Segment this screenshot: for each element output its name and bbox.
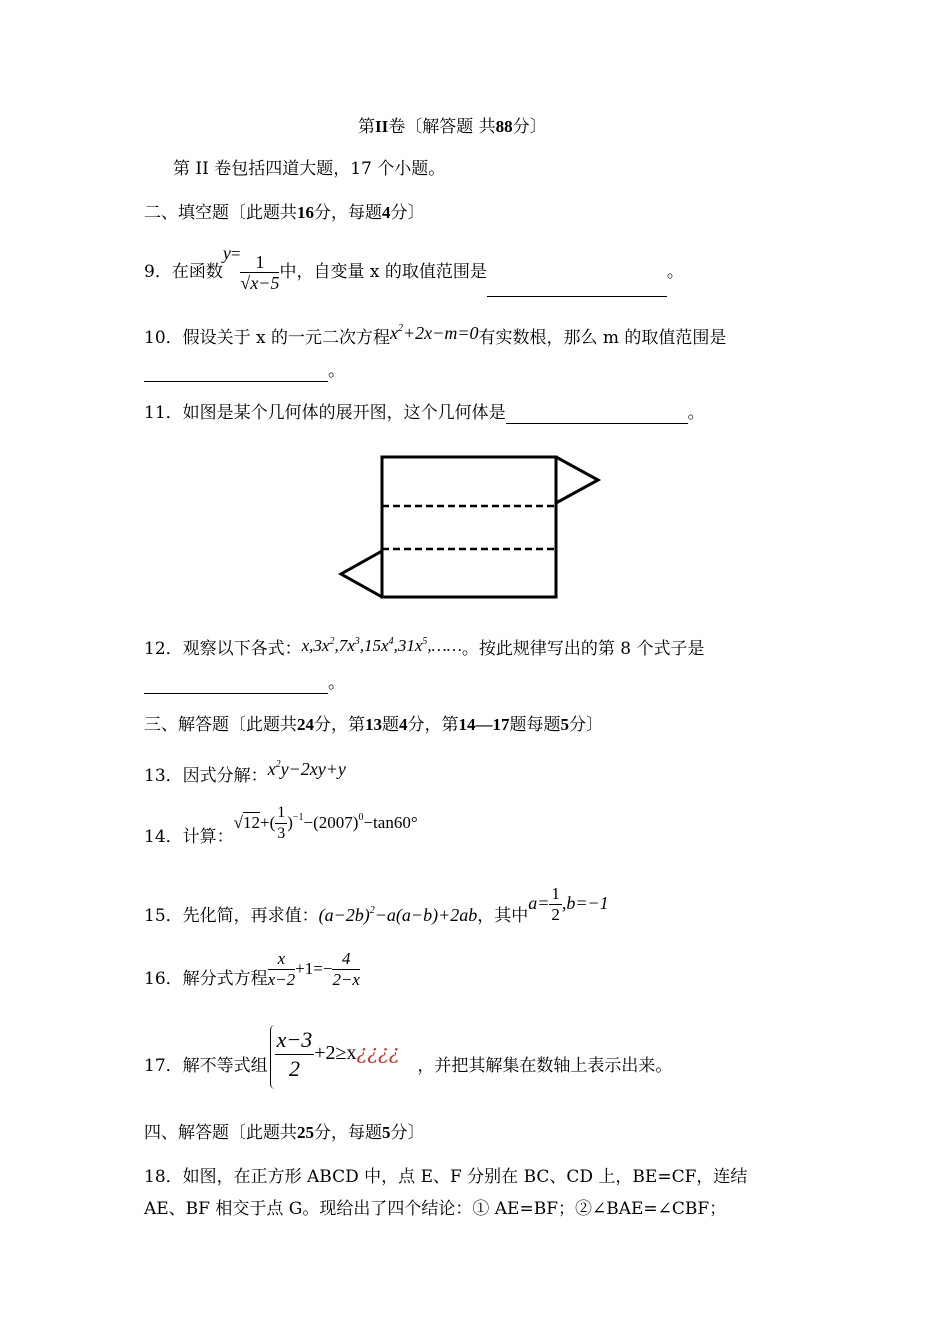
- prism-net-figure: [335, 450, 610, 605]
- question-18-line-2: AE、BF 相交于点 G。现给出了四个结论：① AE=BF；②∠BAE=∠CBF；: [144, 1199, 727, 1219]
- question-10: 10．假设关于 x 的一元二次方程$x^2+2x-m=0$有实数根，那么 m 的取值范围是: [144, 323, 727, 348]
- question-18-line-1: 18．如图，在正方形 ABCD 中，点 E、F 分别在 BC、CD 上，BE=CF，连结: [144, 1167, 748, 1187]
- question-16: 16．解分式方程 $\frac{x}{x-2}$ +1=− $\frac{4}{2-x}$: [144, 949, 360, 989]
- question-12: 12．观察以下各式：$x,3x^2,7x^3,15x^4,31x^5,\dots\dots$。按此规律写出的第 8 个式子是: [144, 636, 705, 659]
- question-10-answer: 。: [144, 360, 345, 382]
- q9-answer-blank[interactable]: [487, 278, 667, 297]
- part-intro: 第 II 卷包括四道大题，17 个小题。: [173, 159, 446, 179]
- section-2-heading: 二、填空题〔此题共16分，每题4分〕: [144, 203, 425, 223]
- question-11: 11．如图是某个几何体的展开图，这个几何体是 。: [144, 403, 705, 423]
- q12-answer-blank[interactable]: [144, 675, 328, 694]
- question-13: 13．因式分解：$x^2y-2xy+y$: [144, 759, 346, 786]
- q11-answer-blank[interactable]: [506, 405, 688, 424]
- question-17: 17．解不等式组 $\frac{x-3}{2}$ +2≥x¿¿¿¿，并把其解集在数轴上表示出来。: [144, 1028, 672, 1102]
- question-12-answer: 。: [144, 672, 345, 694]
- question-15: 15．先化简，再求值：$(a-2b)^2-a(a-b)+2ab$，其中a= $\frac{1}{2}$ ,b=−1: [144, 884, 609, 926]
- part-title: 第II卷〔解答题 共88分〕: [358, 117, 547, 137]
- section-4-heading: 四、解答题〔此题共25分，每题5分〕: [144, 1123, 425, 1143]
- q10-answer-blank[interactable]: [144, 363, 328, 382]
- question-9: 9．在函数y= $\frac{1}{√x-5}$ 中，自变量 x 的取值范围是 。: [144, 246, 684, 297]
- net-right-triangle: [556, 457, 598, 503]
- section-3-heading: 三、解答题〔此题共24分，第13题4分，第14—17题每题5分〕: [144, 715, 603, 735]
- net-left-triangle: [341, 551, 382, 597]
- net-outer-rectangle: [382, 457, 556, 597]
- question-14: 14．计算：√12+( $\frac{1}{3}$ )$^{-1}-(2007)^0-\tan 60^\circ$: [144, 804, 418, 847]
